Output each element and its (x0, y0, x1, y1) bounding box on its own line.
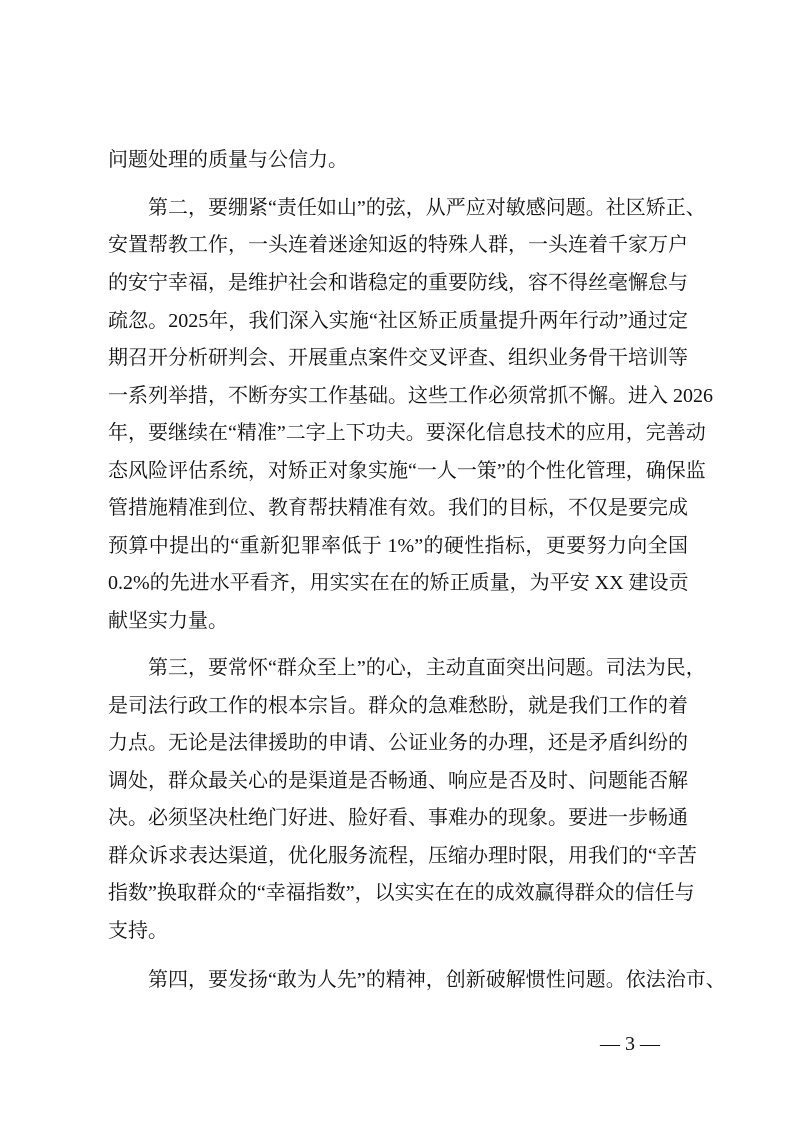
text-line: 决。必须坚决杜绝门好进、脸好看、事难办的现象。要进一步畅通 (108, 807, 688, 829)
text-line: 管措施精准到位、教育帮扶精准有效。我们的目标，不仅是要完成 (108, 497, 688, 519)
text-line: 安置帮教工作，一头连着迷途知返的特殊人群，一头连着千家万户 (108, 234, 688, 256)
text-line: 的安宁幸福，是维护社会和谐稳定的重要防线，容不得丝毫懈怠与 (108, 272, 688, 294)
text-line: 期召开分析研判会、开展重点案件交叉评查、组织业务骨干培训等 (108, 347, 688, 369)
text-line: 0.2%的先进水平看齐，用实实在在的矫正质量，为平安 XX 建设贡 (108, 572, 689, 594)
text-line: 力点。无论是法律援助的申请、公证业务的办理，还是矛盾纠纷的 (108, 732, 688, 754)
text-line: 献坚实力量。 (108, 610, 228, 632)
paragraph-first-line: 第三，要常怀“群众至上”的心，主动直面突出问题。司法为民， (148, 657, 706, 679)
text-line: 调处，群众最关心的是渠道是否畅通、响应是否及时、问题能否解 (108, 770, 688, 792)
text-line: 群众诉求表达渠道，优化服务流程，压缩办理时限，用我们的“辛苦 (108, 845, 697, 867)
paragraph-first-line: 第二，要绷紧“责任如山”的弦，从严应对敏感问题。社区矫正、 (148, 197, 706, 219)
text-line: 指数”换取群众的“幸福指数”，以实实在在的成效赢得群众的信任与 (108, 882, 695, 904)
text-line: 支持。 (108, 920, 168, 942)
page-number: — 3 — (600, 1033, 660, 1055)
paragraph-first-line: 第四，要发扬“敢为人先”的精神，创新破解惯性问题。依法治市、 (148, 969, 726, 991)
text-line: 态风险评估系统，对矫正对象实施“一人一策”的个性化管理，确保监 (108, 460, 706, 482)
text-line: 年，要继续在“精准”二字上下功夫。要深化信息技术的应用，完善动 (108, 422, 706, 444)
text-line: 问题处理的质量与公信力。 (108, 149, 348, 171)
text-line: 疏忽。2025年，我们深入实施“社区矫正质量提升两年行动”通过定 (108, 310, 688, 332)
text-line: 预算中提出的“重新犯罪率低于 1%”的硬性指标，更要努力向全国 (108, 535, 688, 557)
text-line: 一系列举措，不断夯实工作基础。这些工作必须常抓不懈。进入 2026 (108, 385, 713, 407)
text-line: 是司法行政工作的根本宗旨。群众的急难愁盼，就是我们工作的着 (108, 695, 688, 717)
